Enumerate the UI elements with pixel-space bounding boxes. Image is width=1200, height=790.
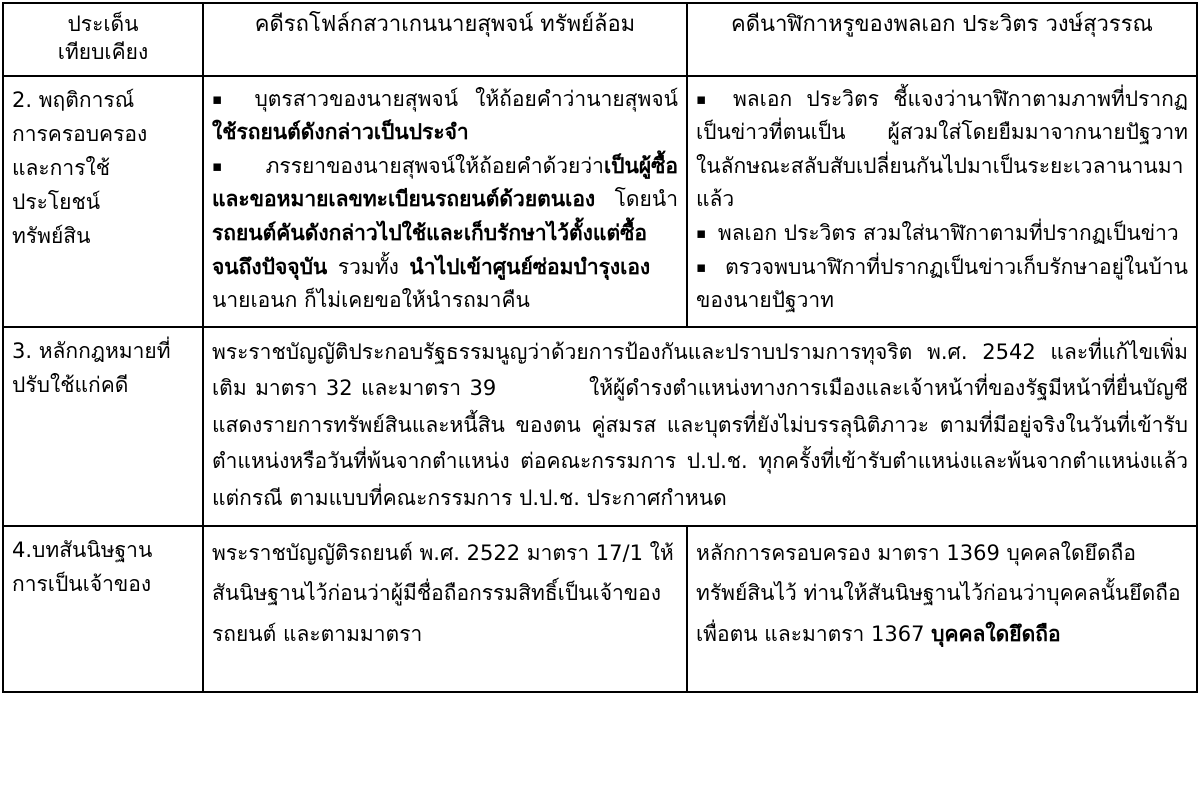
row-label-line: การเป็นเจ้าของ — [12, 571, 152, 596]
row-label-line: 3. หลักกฎหมายที่ — [12, 338, 171, 363]
cell-possession-volkswagen: ▪ บุตรสาวของนายสุพจน์ ให้ถ้อยคำว่านายสุพจน์ ใช้รถยนต์ดังกล่าวเป็นประจำ ▪ ภรรยาของนายสุพจน์ให้ถ้อยคำด้วยว่าเป็นผู้ซื้อและขอหมายเลขทะเบียนรถยนต์ด้วยตนเอง โดยนำรถยนต์คันดังกล่าวไปใช้และเก็บรักษาไว้ตั้งแต่ซื้อจนถึงปัจจุบัน รวมทั้ง นำไปเข้าศูนย์ซ่อมบำรุงเอง นายเอนก ก็ไม่เคยขอให้นำรถมาคืน — [203, 76, 687, 327]
header-topic-line1: ประเด็น — [67, 12, 139, 36]
row-label-line: การครอบครอง — [12, 121, 148, 146]
cell-possession-watches: ▪ พลเอก ประวิตร ชี้แจงว่านาฬิกาตามภาพที่ปรากฏเป็นข่าวที่ตนเป็น ผู้สวมใส่โดยยืมมาจากนายปัฐวาท ในลักษณะสลับสับเปลี่ยนกันไปมาเป็นระยะเวลานานมาแล้ว ▪ พลเอก ประวิตร สวมใส่นาฬิกาตามที่ปรากฏเป็นข่าว ▪ ตรวจพบนาฬิกาที่ปรากฏเป็นข่าวเก็บรักษาอยู่ในบ้านของนายปัฐวาท — [687, 76, 1197, 327]
row-label-legal-principles — [3, 327, 203, 526]
row-label-line: 4.บทสันนิษฐาน — [12, 537, 153, 562]
table-row-legal-principles — [3, 327, 1197, 526]
header-case-watches: คดีนาฬิกาหรูของพลเอก ประวิตร วงษ์สุวรรณ — [687, 3, 1197, 76]
cell-legal-principles-merged: พระราชบัญญัติประกอบรัฐธรรมนูญว่าด้วยการป้องกันและปราบปรามการทุจริต พ.ศ. 2542 และที่แก้ไขเพิ่มเติม มาตรา 32 และมาตรา 39 ให้ผู้ดำรงตำแหน่งทางการเมืองและเจ้าหน้าที่ของรัฐมีหน้าที่ยื่นบัญชีแสดงรายการทรัพย์สินและหนี้สิน ของตน คู่สมรส และบุตรที่ยังไม่บรรลุนิติภาวะ ตามที่มีอยู่จริงในวันที่เข้ารับตำแหน่งหรือวันที่พ้นจากตำแหน่ง ต่อคณะกรรมการ ป.ป.ช. ทุกครั้งที่เข้ารับตำแหน่งและพ้นจากตำแหน่งแล้วแต่กรณี ตามแบบที่คณะกรรมการ ป.ป.ช. ประกาศกำหนด — [203, 327, 1197, 526]
cell-ownership-watches: หลักการครอบครอง มาตรา 1369 บุคคลใดยึดถือทรัพย์สินไว้ ท่านให้สันนิษฐานไว้ก่อนว่าบุคคลนั้นยึดถือเพื่อตน และมาตรา 1367 บุคคลใดยึดถือ — [687, 526, 1197, 692]
row-label-line: ทรัพย์สิน — [12, 223, 91, 248]
cell-ownership-volkswagen: พระราชบัญญัติรถยนต์ พ.ศ. 2522 มาตรา 17/1 ให้สันนิษฐานไว้ก่อนว่าผู้มีชื่อถือกรรมสิทธิ์เป็นเจ้าของรถยนต์ และตามมาตรา — [203, 526, 687, 692]
row-label-line: ปรับใช้แก่คดี — [12, 372, 129, 397]
row-label-line: และการใช้ — [12, 155, 110, 180]
header-topic — [3, 3, 203, 76]
row-label-ownership-presumption — [3, 526, 203, 692]
table-row-possession — [3, 76, 1197, 327]
row-label-line: 2. พฤติการณ์ — [12, 87, 135, 112]
table-row-ownership-presumption — [3, 526, 1197, 692]
table-header-row — [3, 3, 1197, 76]
header-case-volkswagen: คดีรถโฟล์กสวาเกนนายสุพจน์ ทรัพย์ล้อม — [203, 3, 687, 76]
header-topic-line2: เทียบเคียง — [57, 40, 149, 65]
comparison-table — [2, 2, 1198, 693]
row-label-line: ประโยชน์ — [12, 189, 101, 214]
row-label-possession — [3, 76, 203, 327]
